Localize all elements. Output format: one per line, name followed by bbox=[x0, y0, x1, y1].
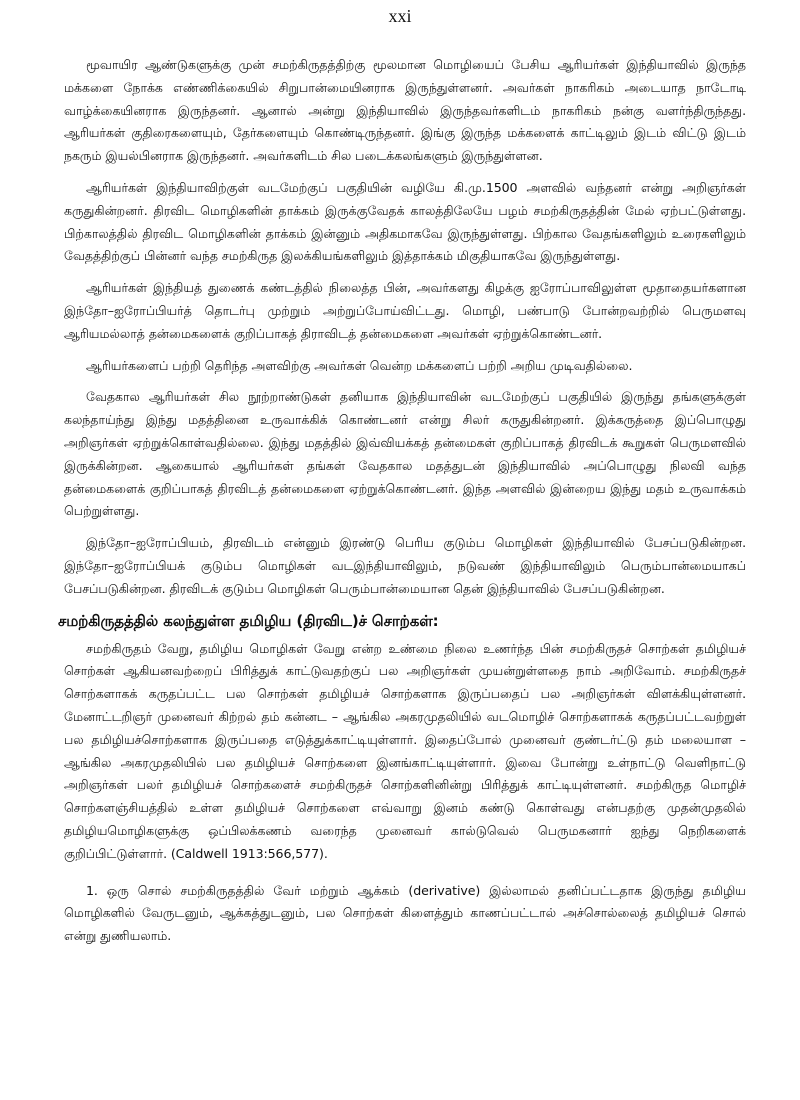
body-text bbox=[58, 54, 746, 957]
paragraph: ஆரியர்களைப் பற்றி தெரிந்த அளவிற்கு அவர்கள் வென்ற மக்களைப் பற்றி அறிய முடிவதில்லை. bbox=[86, 357, 633, 373]
paragraph: ஆரியர்கள் இந்தியாவிற்குள் வடமேற்குப் பகுதியின் வழியே கி.மு.1500 அளவில் வந்தனர் என்று அறிஞர்கள் கருதுகின்றனர். திரவிட மொழிகளின் தாக்கம் இருக்குவேதக் காலத்திலேயே பழம் சமற்கிருதத்தின் மேல் ஏற்பட்டுள்ளது. பிற்காலத்தில் திரவிட மொழிகளின் தாக்கம் இன்னும் அதிகமாகவே இருந்துள்ளது. பிற்கால வேதங்களிலும் உரைகளிலும் வேதத்திற்குப் பின்னர் வந்த சமற்கிருத இலக்கியங்களிலும் இத்தாக்கம் மிகுதியாகவே இருந்துள்ளது. bbox=[64, 179, 746, 264]
paragraph: சமற்கிருதம் வேறு, தமிழிய மொழிகள் வேறு என்ற உண்மை நிலை உணர்ந்த பின் சமற்கிருதச் சொற்கள் தமிழியச் சொற்கள் ஆகியனவற்றைப் பிரித்துக் காட்டுவதற்குப் பல அறிஞர்கள் முயன்றுள்ளதை நாம் அறிவோம். சமற்கிருதச் சொற்களாகக் கருதப்பட்ட பல சொற்கள் தமிழியச் சொற்களாக இருப்பதைப் பல அறிஞர்கள் விளக்கியுள்ளனர். மேனாட்டறிஞர் முனைவர் கிற்றல் தம் கன்னட – ஆங்கில அகரமுதலியில் வடமொழிச் சொற்களாகக் கருதப்பட்டவற்றுள் பல தமிழியச்சொற்களாக இருப்பதை எடுத்துக்காட்டியுள்ளார். இதைப்போல் முனைவர் குண்டர்ட்டு தம் மலையாள –ஆங்கில அகரமுதலியில் பல தமிழியச் சொற்களை இனங்காட்டியுள்ளார். இவை போன்று உள்நாட்டு வெளிநாட்டு அறிஞர்கள் பலர் தமிழியச் சொற்களைச் சமற்கிருதச் சொற்களினின்று பிரித்துக் காட்டியுள்ளனர். சமற்கிருத மொழிச் சொற்களஞ்சியத்தில் உள்ள தமிழியச் சொற்களை எவ்வாறு இனம் கண்டு கொள்வது என்பதற்கு முதன்முதலில் தமிழியமொழிகளுக்கு ஒப்பிலக்கணம் வரைந்த முனைவர் கால்டுவெல் பெருமகனார் ஐந்து நெறிகளைக் குறிப்பிட்டுள்ளார். (Caldwell 1913:566,577). bbox=[64, 640, 746, 861]
paragraph: மூவாயிர ஆண்டுகளுக்கு முன் சமற்கிருதத்திற்கு மூலமான மொழியைப் பேசிய ஆரியர்கள் இந்தியாவில் இருந்த மக்களை நோக்க எண்ணிக்கையில் சிறுபான்மையினராக இருந்துள்ளனர். அவர்கள் நாகரிகம் அடையாத நாடோடி வாழ்க்கையினராக இருந்தனர். ஆனால் அன்று இந்தியாவில் இருந்தவர்களிடம் நாகரிகம் நன்கு வளர்ந்திருந்தது. ஆரியர்கள் குதிரைகளையும், தேர்களையும் கொண்டிருந்தனர். இங்கு இருந்த மக்களைக் காட்டிலும் இடம் விட்டு இடம் நகரும் இயல்பினராக இருந்தனர். அவர்களிடம் சில படைக்கலங்களும் இருந்துள்ளன. bbox=[64, 57, 746, 164]
paragraph: இந்தோ–ஐரோப்பியம், திரவிடம் என்னும் இரண்டு பெரிய குடும்ப மொழிகள் இந்தியாவில் பேசப்படுகின்றன. இந்தோ–ஐரோப்பியக் குடும்ப மொழிகள் வடஇந்தியாவிலும், நடுவண் இந்தியாவிலும் பெரும்பான்மையாகப் பேசப்படுகின்றன. திரவிடக் குடும்ப மொழிகள் பெரும்பான்மையான தென் இந்தியாவில் பேசப்படுகின்றன. bbox=[64, 535, 746, 596]
section-heading: சமற்கிருதத்தில் கலந்துள்ள தமிழிய (திரவிட)ச் சொற்கள்: bbox=[58, 611, 439, 630]
paragraph: வேதகால ஆரியர்கள் சில நூற்றாண்டுகள் தனியாக இந்தியாவின் வடமேற்குப் பகுதியில் இருந்து தங்களுக்குள் கலந்தாய்ந்து இந்து மதத்தினை உருவாக்கிக் கொண்டனர் என்று சிலர் கருதுகின்றனர். இக்கருத்தை இப்பொழுது அறிஞர்கள் ஏற்றுக்கொள்வதில்லை. இந்து மதத்தில் இவ்வியக்கத் தன்மைகள் குறிப்பாகத் திரவிடக் கூறுகள் பெருமளவில் இருக்கின்றன. ஆகையால் ஆரியர்கள் தங்கள் வேதகால மதத்துடன் இந்தியாவில் அப்பொழுது நிலவி வந்த தன்மைகளைக் குறிப்பாகத் திரவிடத் தன்மைகளை ஏற்றுக்கொண்டனர். இந்த அளவில் இன்றைய இந்து மதம் உருவாக்கம் பெற்றுள்ளது. bbox=[64, 389, 746, 519]
paragraph: ஆரியர்கள் இந்தியத் துணைக் கண்டத்தில் நிலைத்த பின், அவர்களது கிழக்கு ஐரோப்பாவிலுள்ள மூதாதையர்களான இந்தோ–ஐரோப்பியர்த் தொடர்பு முற்றும் அற்றுப்போய்விட்டது. மொழி, பண்பாடு போன்றவற்றில் பெருமளவு ஆரியமல்லாத் தன்மைகளைக் குறிப்பாகத் திராவிடத் தன்மைகளை அவர்கள் ஏற்றுக்கொண்டனர். bbox=[64, 280, 746, 341]
list-item: 1. ஒரு சொல் சமற்கிருதத்தில் வேர் மற்றும் ஆக்கம் (derivative) இல்லாமல் தனிப்பட்டதாக இருந்து தமிழிய மொழிகளில் வேருடனும், ஆக்கத்துடனும், பல சொற்கள் கிளைத்தும் காணப்பட்டால் அச்சொல்லைத் தமிழியச் சொல் என்று துணியலாம். bbox=[64, 882, 746, 944]
page-number: xxi bbox=[388, 6, 412, 26]
